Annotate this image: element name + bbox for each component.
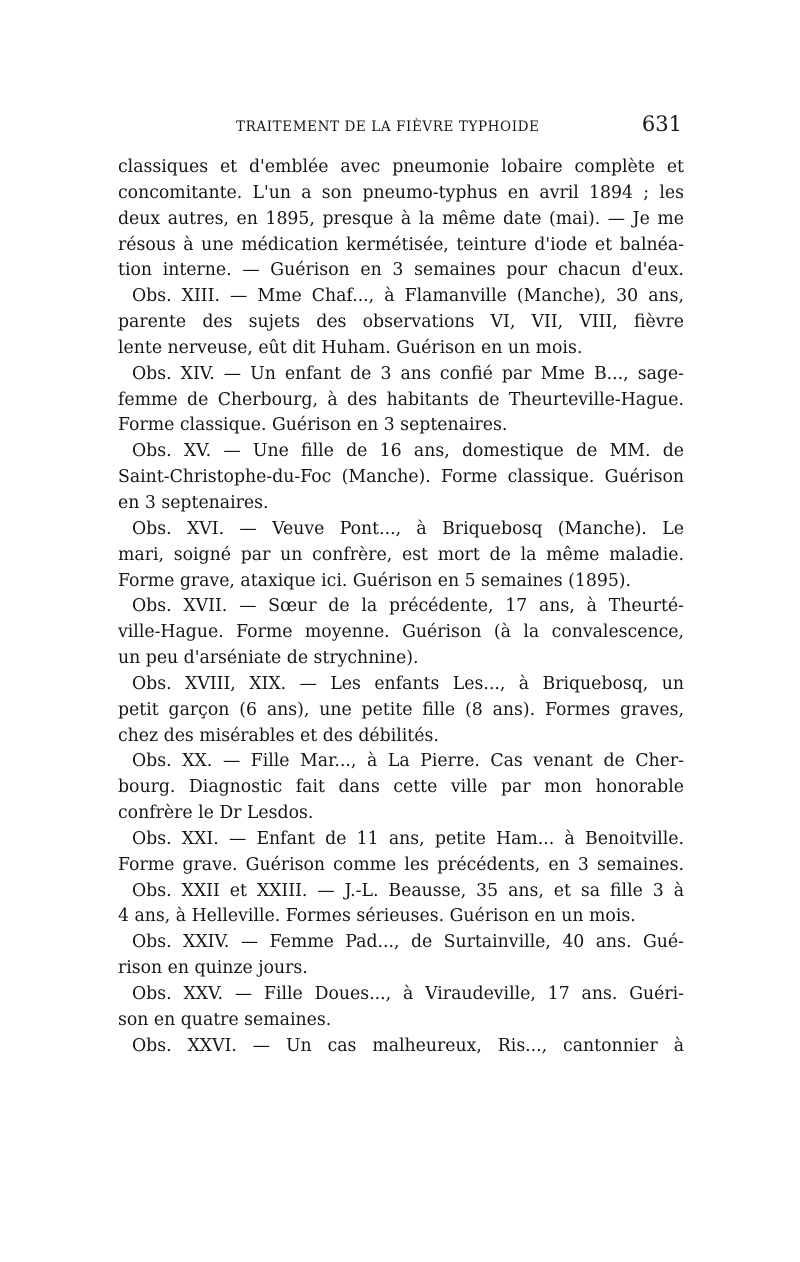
- paragraph-first-line: Obs. XIV. — Un enfant de 3 ans confié par Mme B..., sage-: [132, 363, 684, 384]
- running-head: [118, 112, 684, 142]
- text-line: Forme classique. Guérison en 3 septenaires.: [118, 415, 508, 436]
- body-text: [118, 155, 684, 1060]
- paragraph-first-line: Obs. XXV. — Fille Doues..., à Viraudeville, 17 ans. Guéri-: [132, 984, 684, 1004]
- text-line: résous à une médication kermétisée, teinture d'iode et balnéa-: [118, 234, 684, 255]
- text-line: en 3 septenaires.: [118, 492, 269, 513]
- running-title: TRAITEMENT DE LA FIÈVRE TYPHOIDE: [236, 119, 540, 135]
- paragraph-first-line: Obs. XVII. — Sœur de la précédente, 17 ans, à Theurté-: [132, 596, 684, 617]
- text-line: ville-Hague. Forme moyenne. Guérison (à la convalescence,: [118, 622, 684, 643]
- text-line: femme de Cherbourg, à des habitants de Theurteville-Hague.: [118, 389, 684, 410]
- paragraph-first-line: Obs. XVIII, XIX. — Les enfants Les..., à Briquebosq, un: [132, 673, 684, 694]
- paragraph-first-line: Obs. XX. — Fille Mar..., à La Pierre. Cas venant de Cher-: [132, 751, 684, 772]
- text-line: un peu d'arséniate de strychnine).: [118, 648, 419, 669]
- paragraph-first-line: Obs. XIII. — Mme Chaf..., à Flamanville (Manche), 30 ans,: [132, 286, 684, 307]
- paragraph-first-line: Obs. XVI. — Veuve Pont..., à Briquebosq (Manche). Le: [132, 518, 684, 539]
- text-line: Forme grave. Guérison comme les précédents, en 3 semaines.: [118, 854, 684, 875]
- text-line: rison en quinze jours.: [118, 958, 308, 979]
- text-line: petit garçon (6 ans), une petite fille (8 ans). Formes graves,: [118, 699, 684, 720]
- text-line: concomitante. L'un a son pneumo-typhus en avril 1894 ; les: [118, 182, 684, 203]
- text-line: parente des sujets des observations VI, VII, VIII, fièvre: [118, 312, 684, 333]
- text-line: classiques et d'emblée avec pneumonie lobaire complète et: [118, 157, 684, 177]
- text-line: Forme grave, ataxique ici. Guérison en 5 semaines (1895).: [118, 570, 632, 591]
- text-line: lente nerveuse, eût dit Huham. Guérison en un mois.: [118, 337, 583, 358]
- text-line: son en quatre semaines.: [118, 1009, 332, 1030]
- paragraph-first-line: Obs. XXIV. — Femme Pad..., de Surtainville, 40 ans. Gué-: [132, 932, 684, 953]
- paragraph-first-line: Obs. XXVI. — Un cas malheureux, Ris..., cantonnier à: [132, 1035, 684, 1056]
- page-number: 631: [641, 112, 682, 136]
- paragraph-first-line: Obs. XV. — Une fille de 16 ans, domestique de MM. de: [132, 441, 684, 462]
- text-line: deux autres, en 1895, presque à la même date (mai). — Je me: [118, 208, 684, 229]
- paragraph-first-line: Obs. XXI. — Enfant de 11 ans, petite Ham... à Benoitville.: [132, 828, 684, 849]
- text-line: Saint-Christophe-du-Foc (Manche). Forme classique. Guérison: [118, 467, 684, 488]
- text-line: tion interne. — Guérison en 3 semaines pour chacun d'eux.: [118, 260, 684, 281]
- paragraph-first-line: Obs. XXII et XXIII. — J.-L. Beausse, 35 ans, et sa fille 3 à: [132, 880, 684, 901]
- text-line: 4 ans, à Helleville. Formes sérieuses. Guérison en un mois.: [118, 906, 636, 927]
- text-line: mari, soigné par un confrère, est mort de la même maladie.: [118, 544, 684, 565]
- text-line: bourg. Diagnostic fait dans cette ville par mon honorable: [118, 777, 684, 798]
- text-line: confrère le Dr Lesdos.: [118, 803, 314, 824]
- text-line: chez des misérables et des débilités.: [118, 725, 439, 746]
